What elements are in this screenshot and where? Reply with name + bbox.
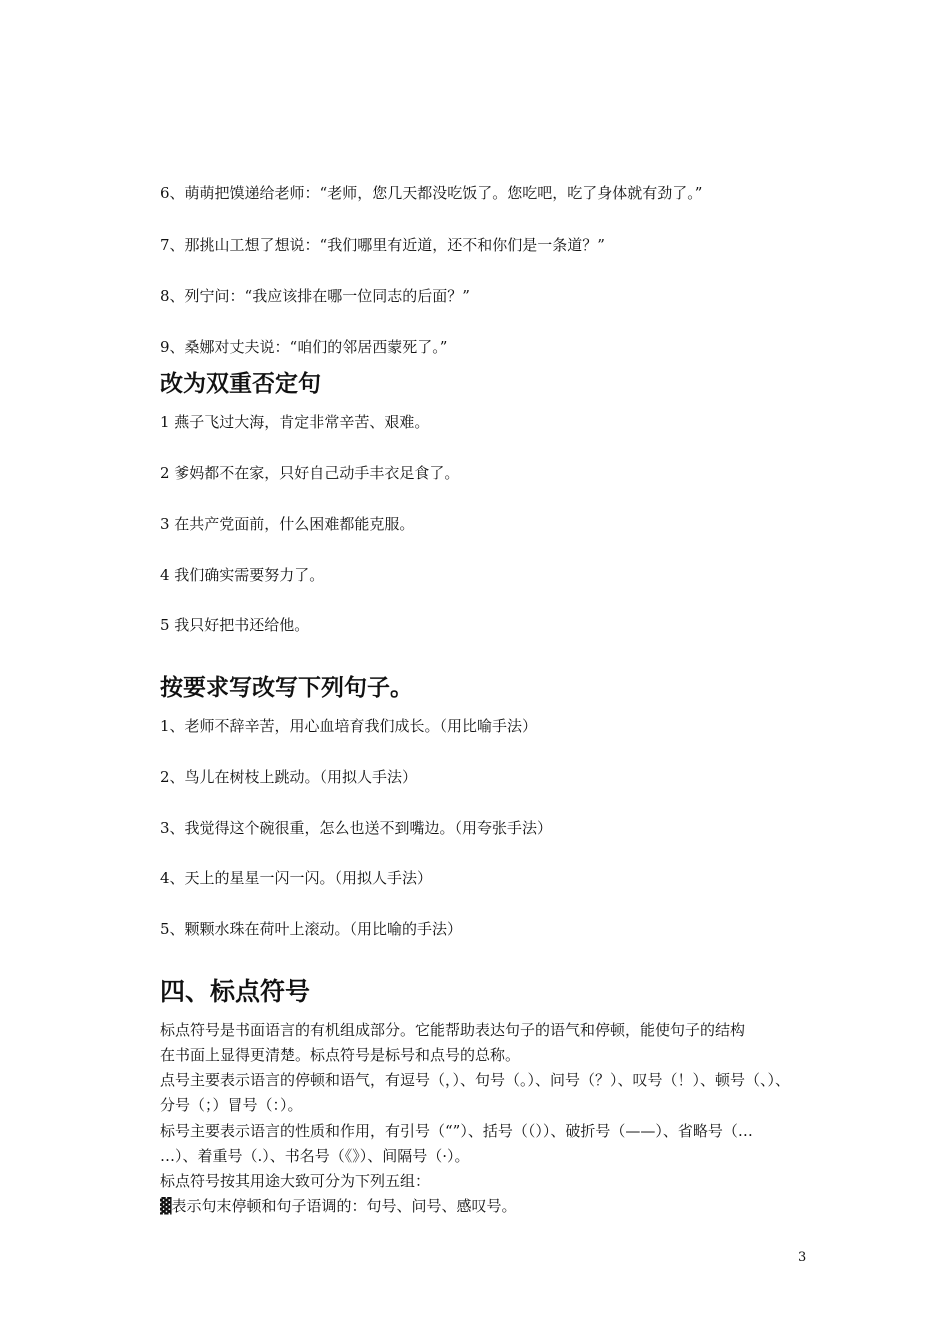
list-item: 2、鸟儿在树枝上跳动。（用拟人手法） bbox=[160, 768, 418, 786]
paragraph-line: 标点符号是书面语言的有机组成部分。它能帮助表达句子的语气和停顿，能使句子的结构 bbox=[160, 1021, 746, 1039]
list-item: 9、桑娜对丈夫说：“咱们的邻居西蒙死了。” bbox=[160, 338, 448, 356]
list-item: 8、列宁问：“我应该排在哪一位同志的后面？” bbox=[160, 287, 470, 305]
paragraph-line: 标号主要表示语言的性质和作用，有引号（“”）、括号（（））、破折号（——）、省略号（… bbox=[160, 1122, 753, 1140]
section-heading-punctuation: 四、标点符号 bbox=[160, 977, 311, 1006]
list-item: 7、那挑山工想了想说：“我们哪里有近道，还不和你们是一条道？” bbox=[160, 236, 605, 254]
page-number: 3 bbox=[798, 1250, 807, 1265]
paragraph-line: ▓表示句末停顿和句子语调的：句号、问号、感叹号。 bbox=[160, 1197, 517, 1215]
section-heading-double-negative: 改为双重否定句 bbox=[160, 371, 321, 397]
list-item: 3、我觉得这个碗很重，怎么也送不到嘴边。（用夸张手法） bbox=[160, 819, 553, 837]
list-item: 6、萌萌把馍递给老师：“老师，您几天都没吃饭了。您吃吧，吃了身体就有劲了。” bbox=[160, 184, 703, 202]
list-item: 3 在共产党面前，什么困难都能克服。 bbox=[160, 515, 415, 533]
list-item: 1 燕子飞过大海，肯定非常辛苦、艰难。 bbox=[160, 413, 430, 431]
list-item: 2 爹妈都不在家，只好自己动手丰衣足食了。 bbox=[160, 464, 460, 482]
list-item: 5 我只好把书还给他。 bbox=[160, 616, 310, 634]
list-item: 4、天上的星星一闪一闪。（用拟人手法） bbox=[160, 869, 433, 887]
paragraph-line: …）、着重号（.）、书名号（《》）、间隔号（·）。 bbox=[160, 1147, 470, 1165]
list-item: 1、老师不辞辛苦，用心血培育我们成长。（用比喻手法） bbox=[160, 717, 538, 735]
paragraph-line: 分号（；）冒号（：）。 bbox=[160, 1096, 303, 1114]
list-item: 4 我们确实需要努力了。 bbox=[160, 566, 325, 584]
paragraph-line: 点号主要表示语言的停顿和语气，有逗号（，）、句号（。）、问号（？）、叹号（！）、顿号（、）、 bbox=[160, 1071, 791, 1089]
list-item: 5、颗颗水珠在荷叶上滚动。（用比喻的手法） bbox=[160, 920, 463, 938]
paragraph-line: 标点符号按其用途大致可分为下列五组： bbox=[160, 1172, 431, 1190]
section-heading-rewrite: 按要求写改写下列句子。 bbox=[160, 675, 413, 701]
paragraph-line: 在书面上显得更清楚。标点符号是标号和点号的总称。 bbox=[160, 1046, 521, 1064]
